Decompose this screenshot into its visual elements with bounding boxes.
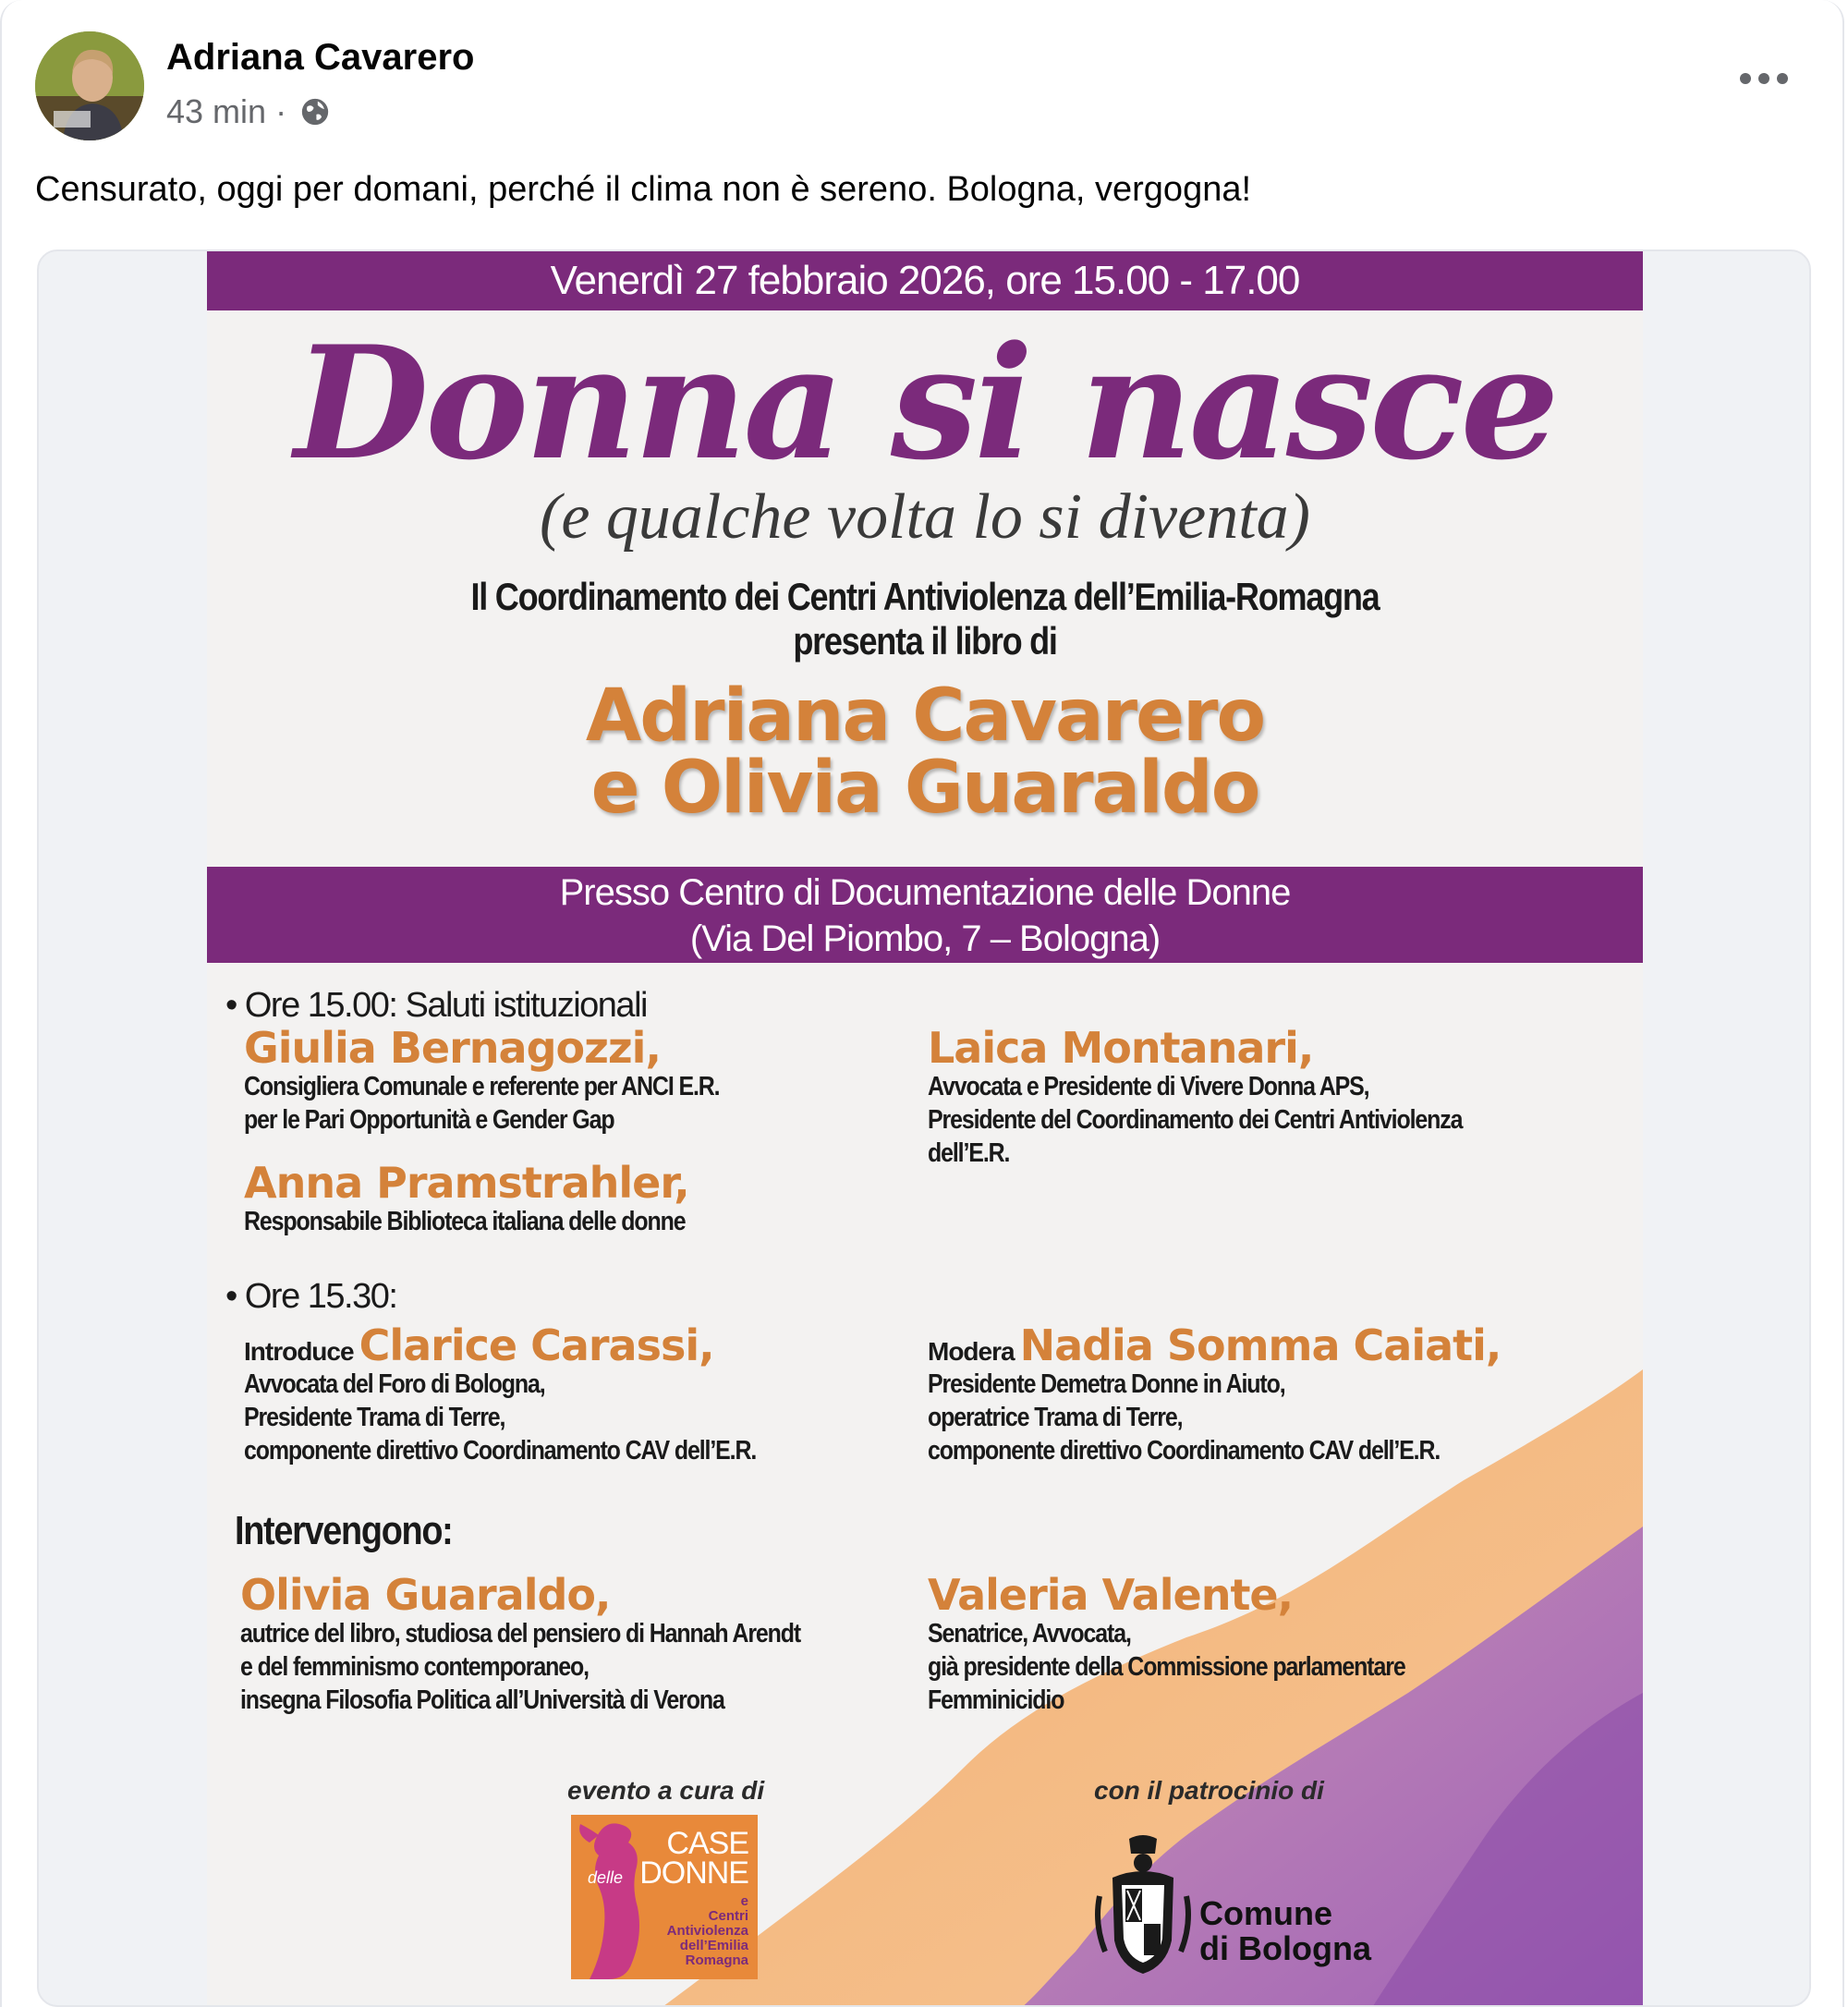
image-attachment[interactable] — [37, 249, 1811, 2007]
book-authors — [207, 675, 1643, 830]
speaker-prefix: Modera — [928, 1337, 1015, 1366]
speaker-name: Clarice Carassi, — [359, 1320, 714, 1370]
venue-line-1: Presso Centro di Documentazione delle Donne — [559, 872, 1291, 913]
presenter-line-2: presenta il libro di — [793, 619, 1057, 663]
logo-delle-word: delle — [588, 1868, 624, 1887]
speaker-olivia-guaraldo — [240, 1570, 924, 1717]
authors-line-2: e Olivia Guaraldo — [590, 747, 1259, 830]
intervengono-heading: Intervengono: — [235, 1508, 453, 1553]
presenter-text — [308, 575, 1542, 663]
patronage-label: con il patrocinio di — [1094, 1776, 1324, 1805]
poster-title: Donna si nasce — [294, 311, 1556, 494]
more-options-button[interactable] — [1732, 55, 1796, 102]
logo-case-subtitle: e Centri Antiviolenza dell’Emilia Romagna — [666, 1893, 748, 1968]
speaker-name: Valeria Valente, — [928, 1570, 1294, 1620]
author-avatar[interactable] — [35, 31, 144, 140]
presenter-line-1: Il Coordinamento dei Centri Antiviolenza dell’Emilia-Romagna — [470, 575, 1380, 618]
curated-by-label: evento a cura di — [567, 1776, 765, 1805]
meta-separator: · — [275, 92, 287, 130]
speaker-name: Olivia Guaraldo, — [240, 1570, 611, 1620]
comune-di-bologna-crest-icon — [1092, 1831, 1194, 1979]
speaker-role: Presidente Demetra Donne in Aiuto, operatrice Trama di Terre, componente direttivo Coordinamento CAV dell’E.R. — [928, 1369, 1441, 1466]
post-meta — [166, 92, 331, 131]
logo-donne-word: DONNE — [639, 1855, 748, 1891]
schedule-time-1: • Ore 15.00: Saluti istituzionali — [225, 986, 647, 1025]
venue-band — [207, 867, 1643, 963]
speaker-name: Nadia Somma Caiati, — [1019, 1320, 1502, 1370]
speaker-role: Avvocata del Foro di Bologna, Presidente Trama di Terre, componente direttivo Coordinamento CAV dell’E.R. — [244, 1369, 757, 1466]
speaker-name: Giulia Bernagozzi, — [244, 1023, 661, 1073]
speaker-name: Laica Montanari, — [928, 1023, 1314, 1073]
speaker-role: Consigliera Comunale e referente per ANCI E.R. per le Pari Opportunità e Gender Gap — [244, 1072, 720, 1135]
event-poster — [207, 251, 1643, 2007]
date-band: Venerdì 27 febbraio 2026, ore 15.00 - 17.00 — [207, 251, 1643, 310]
speaker-role: Avvocata e Presidente di Vivere Donna APS, Presidente del Coordinamento dei Centri Antiviolenza dell’E.R. — [928, 1072, 1463, 1168]
speaker-prefix: Introduce — [244, 1337, 354, 1366]
schedule-time-2: • Ore 15.30: — [225, 1277, 397, 1316]
speaker-role: autrice del libro, studiosa del pensiero di Hannah Arendt e del femminismo contemporaneo, insegna Filosofia Politica all’Università di Verona — [240, 1619, 801, 1715]
authors-line-1: Adriana Cavarero — [585, 675, 1265, 758]
speaker-nadia-somma-caiati — [928, 1320, 1593, 1467]
speaker-giulia-bernagozzi — [244, 1023, 909, 1137]
author-name[interactable]: Adriana Cavarero — [166, 37, 475, 78]
post-time[interactable]: 43 min — [166, 92, 267, 130]
speaker-role: Responsabile Biblioteca italiana delle donne — [244, 1207, 686, 1236]
post-text: Censurato, oggi per domani, perché il clima non è sereno. Bologna, vergogna! — [35, 170, 1252, 209]
comune-di-bologna-text: Comune di Bologna — [1199, 1894, 1371, 1967]
logo-case-word: CASE — [666, 1826, 748, 1861]
poster-subtitle: (e qualche volta lo si diventa) — [540, 481, 1310, 553]
speaker-anna-pramstrahler — [244, 1158, 909, 1238]
speaker-name: Anna Pramstrahler, — [244, 1158, 689, 1208]
venue-line-2: (Via Del Piombo, 7 – Bologna) — [689, 918, 1161, 959]
speaker-laica-montanari — [928, 1023, 1593, 1170]
speaker-valeria-valente — [928, 1570, 1630, 1717]
speaker-clarice-carassi — [244, 1320, 909, 1467]
speaker-role: Senatrice, Avvocata, già presidente della Commissione parlamentare Femminicidio — [928, 1619, 1405, 1715]
case-delle-donne-logo — [571, 1815, 758, 1979]
globe-icon[interactable] — [299, 96, 331, 128]
more-horizontal-icon — [1738, 71, 1790, 86]
